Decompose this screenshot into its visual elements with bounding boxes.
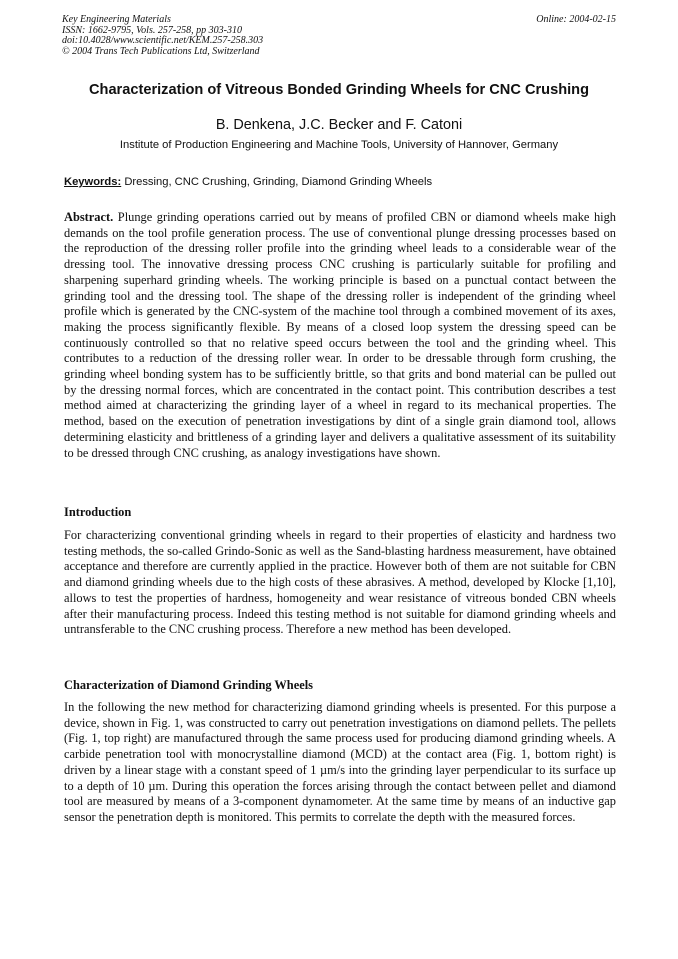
section-text-characterization: In the following the new method for characterizing diamond grinding wheels is presented. For this purpose a device, shown in Fig. 1, was constructed to carry out penetration investigations on diamond pellets. The pellets (Fig. 1, top right) are manufactured through the same process used for producing diamond grinding wheels. A carbide penetration tool with monocrystalline diamond (MCD) at the contact area (Fig. 1, bottom right) is driven by a linear stage with a constant speed of 1 µm/s into the grinding layer perpendicular to its surface up to a depth of 10 µm. During this operation the forces arising through the contact between pellet and diamond tool are measured by means of a 3-component dynamometer. At the same time by means of an inductive gap sensor the penetration depth is monitored. This permits to correlate the depth with the measured forces.: [64, 700, 616, 824]
abstract: [64, 210, 616, 461]
section-text-introduction: For characterizing conventional grinding wheels in regard to their properties of elasticity and hardness two testing methods, the so-called Grindo-Sonic as well as the Sand-blasting hardness measurement, have obtained acceptance and therefore are currently applied in the practice. However both of them are not suitable for CBN and diamond grinding wheels due to the high costs of these abrasives. A method, developed by Klocke [1,10], allows to test the properties of hardness, homogeneity and wear resistance of vitreous bonded CBN wheels after their manufacturing process. Indeed this testing method is not suitable for diamond grinding wheels and untransferable to the CNC crushing process. Therefore a new method has been developed.: [64, 528, 616, 637]
keywords-text: Dressing, CNC Crushing, Grinding, Diamond Grinding Wheels: [124, 176, 433, 188]
online-date: Online: 2004-02-15: [536, 14, 616, 25]
section-heading-introduction: Introduction: [64, 505, 132, 519]
keywords: [64, 175, 616, 189]
doi-line: doi:10.4028/www.scientific.net/KEM.257-258.303: [62, 35, 264, 47]
paper-affiliation: Institute of Production Engineering and Machine Tools, University of Hannover, Germany: [119, 139, 559, 151]
paper-title: Characterization of Vitreous Bonded Grinding Wheels for CNC Crushing: [88, 82, 589, 98]
abstract-text: Plunge grinding operations carried out by means of profiled CBN or diamond wheels make high demands on the tool profile generation process. The use of conventional plunge dressing processes based on the reproduction of the dressing roller profile into the grinding wheel leads to a considerable wear of the dressing tool. The innovative dressing process CNC crushing is particularly suitable for profiling and sharpening superhard grinding wheels. The working principle is based on a punctual contact between the grinding tool and the dressing tool. The shape of the dressing roller is independent of the grinding wheel profile which is generated by the CNC-system of the machine tool through a combined movement of its axes, making the process significantly flexible. By means of a closed loop system the dressing speed can be continuously controlled so that no relative speed occurs between the tool and the grinding wheel. This contributes to a reduction of the dressing roller wear. In order to be dressable through form crushing, the grinding wheel bonding system has to be sufficiently brittle, so that grits and bond material can be pulled out by the dressing normal forces, which are concentrated in the contact point. This contribution describes a test method aimed at characterizing the grinding layer of a wheel in regard to its mechanical properties. The method, based on the execution of penetration investigations by dint of a single grain diamond tool, allows determining elasticity and brittleness of a grinding layer and delivers a qualitative assessment of its suitability to be dressed through CNC crushing, as analogy investigations have shown.: [64, 210, 616, 460]
paper-authors: B. Denkena, J.C. Becker and F. Catoni: [215, 117, 463, 133]
abstract-label: Abstract.: [64, 210, 114, 224]
copyright-line: © 2004 Trans Tech Publications Ltd, Switzerland: [62, 45, 260, 57]
journal-name: Key Engineering Materials: [62, 14, 171, 25]
journal-header: [62, 15, 616, 57]
keywords-label: Keywords:: [64, 176, 122, 188]
section-heading-characterization: Characterization of Diamond Grinding Wheels: [64, 678, 313, 692]
issn-line: ISSN: 1662-9795, Vols. 257-258, pp 303-310: [62, 24, 242, 36]
